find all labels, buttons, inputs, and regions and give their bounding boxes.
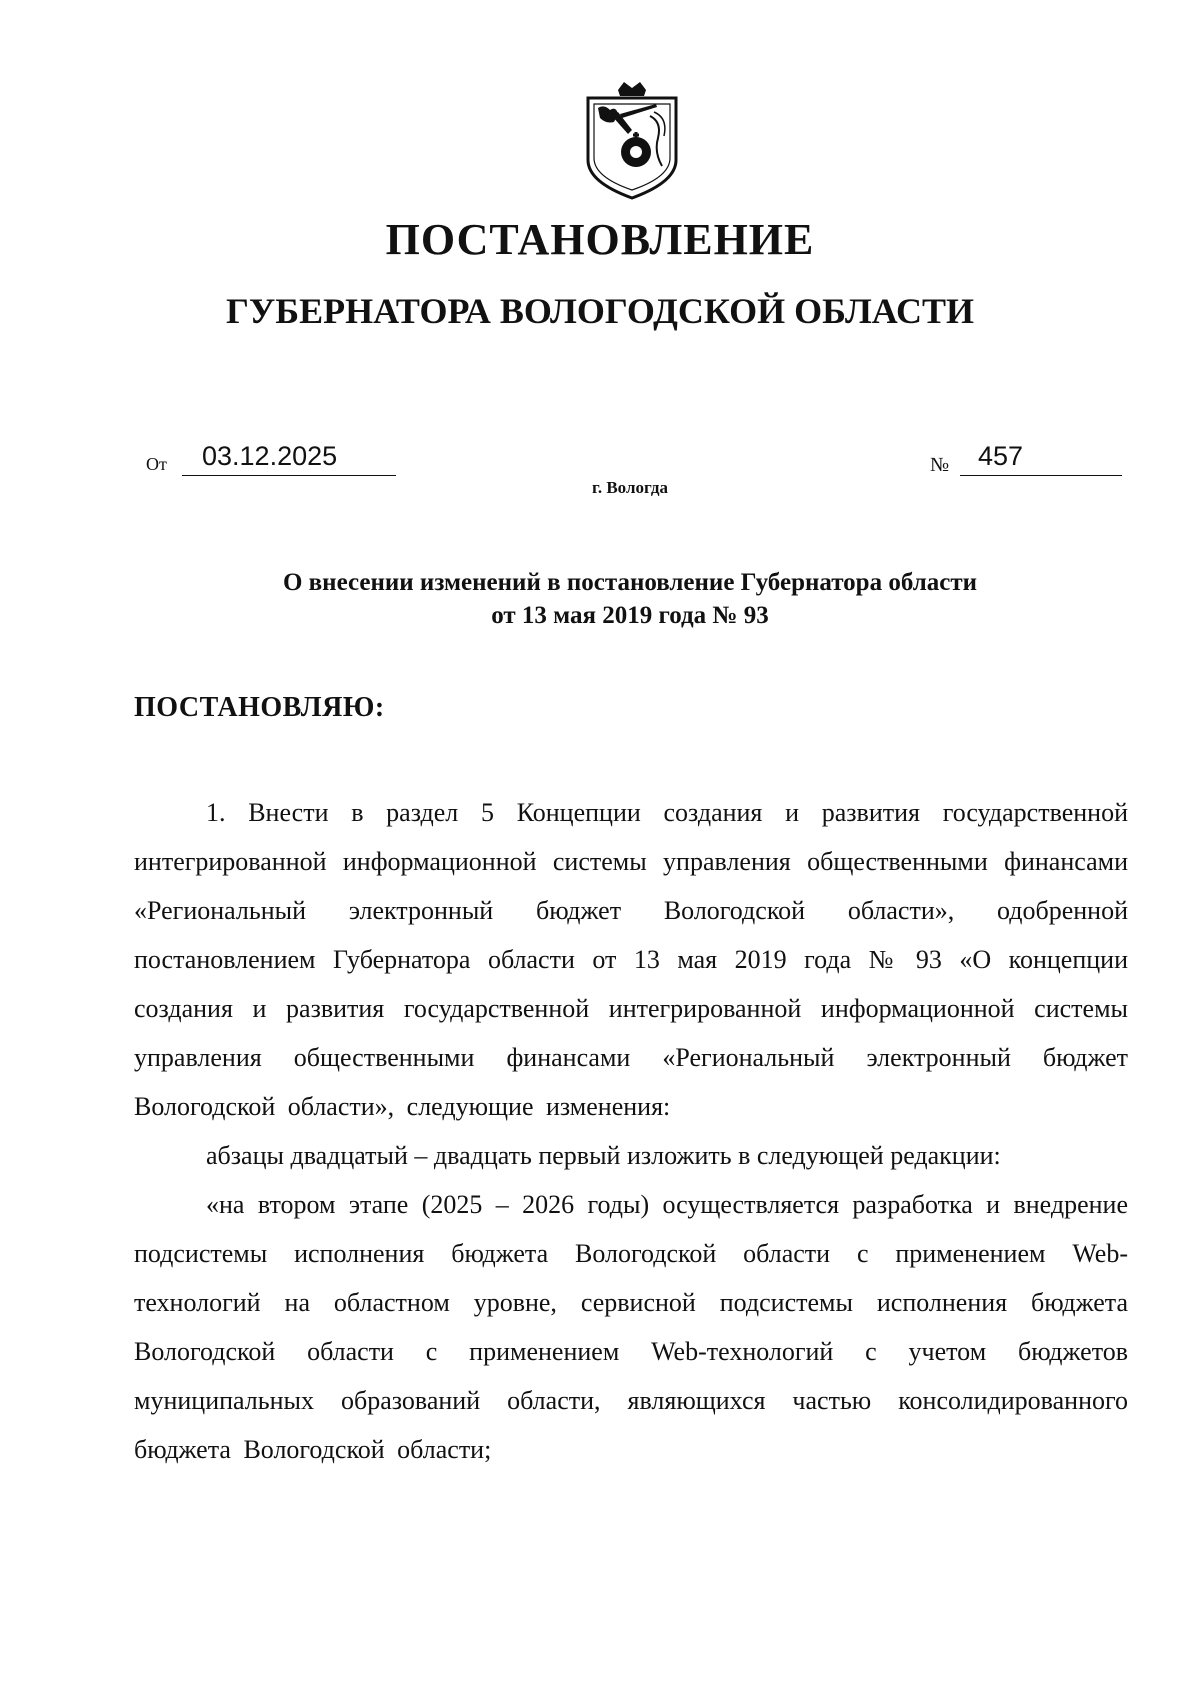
paragraph-2: абзацы двадцатый – двадцать первый изложить в следующей редакции: (206, 1141, 1001, 1170)
document-body (134, 788, 1128, 1474)
subject-line-1: О внесении изменений в постановление Губернатора области (282, 569, 978, 596)
decree-heading: ПОСТАНОВЛЯЮ: (134, 692, 385, 723)
date-prefix: От (146, 454, 167, 474)
number-value: 457 (960, 440, 1122, 476)
document-title: ПОСТАНОВЛЕНИЕ (385, 215, 815, 264)
document-subtitle: ГУБЕРНАТОРА ВОЛОГОДСКОЙ ОБЛАСТИ (225, 291, 975, 331)
subject-line-2: от 13 мая 2019 года № 93 (491, 602, 769, 629)
city-label: г. Вологда (592, 478, 668, 497)
coat-of-arms-icon (584, 82, 680, 200)
document-subject (0, 566, 1200, 632)
paragraph-3: «на втором этапе (2025 – 2026 годы) осуществляется разработка и внедрение подсистемы исполнения бюджета Вологодской области с применением Web-технологий на областном уровне, сервисной подсистемы исполнения бюджета Вологодской области с применением Web-технологий с учетом бюджетов муниципальных образований области, являющихся частью консолидированного бюджета Вологодской области; (134, 1190, 1128, 1464)
paragraph-1: 1. Внести в раздел 5 Концепции создания и развития государственной интегрированной информационной системы управления общественными финансами «Региональный электронный бюджет Вологодской области», одобренной постановлением Губернатора области от 13 мая 2019 года № 93 «О концепции создания и развития государственной интегрированной информационной системы управления общественными финансами «Региональный электронный бюджет Вологодской области», следующие изменения: (134, 798, 1128, 1121)
date-value: 03.12.2025 (182, 440, 396, 476)
number-prefix: № (930, 454, 950, 476)
